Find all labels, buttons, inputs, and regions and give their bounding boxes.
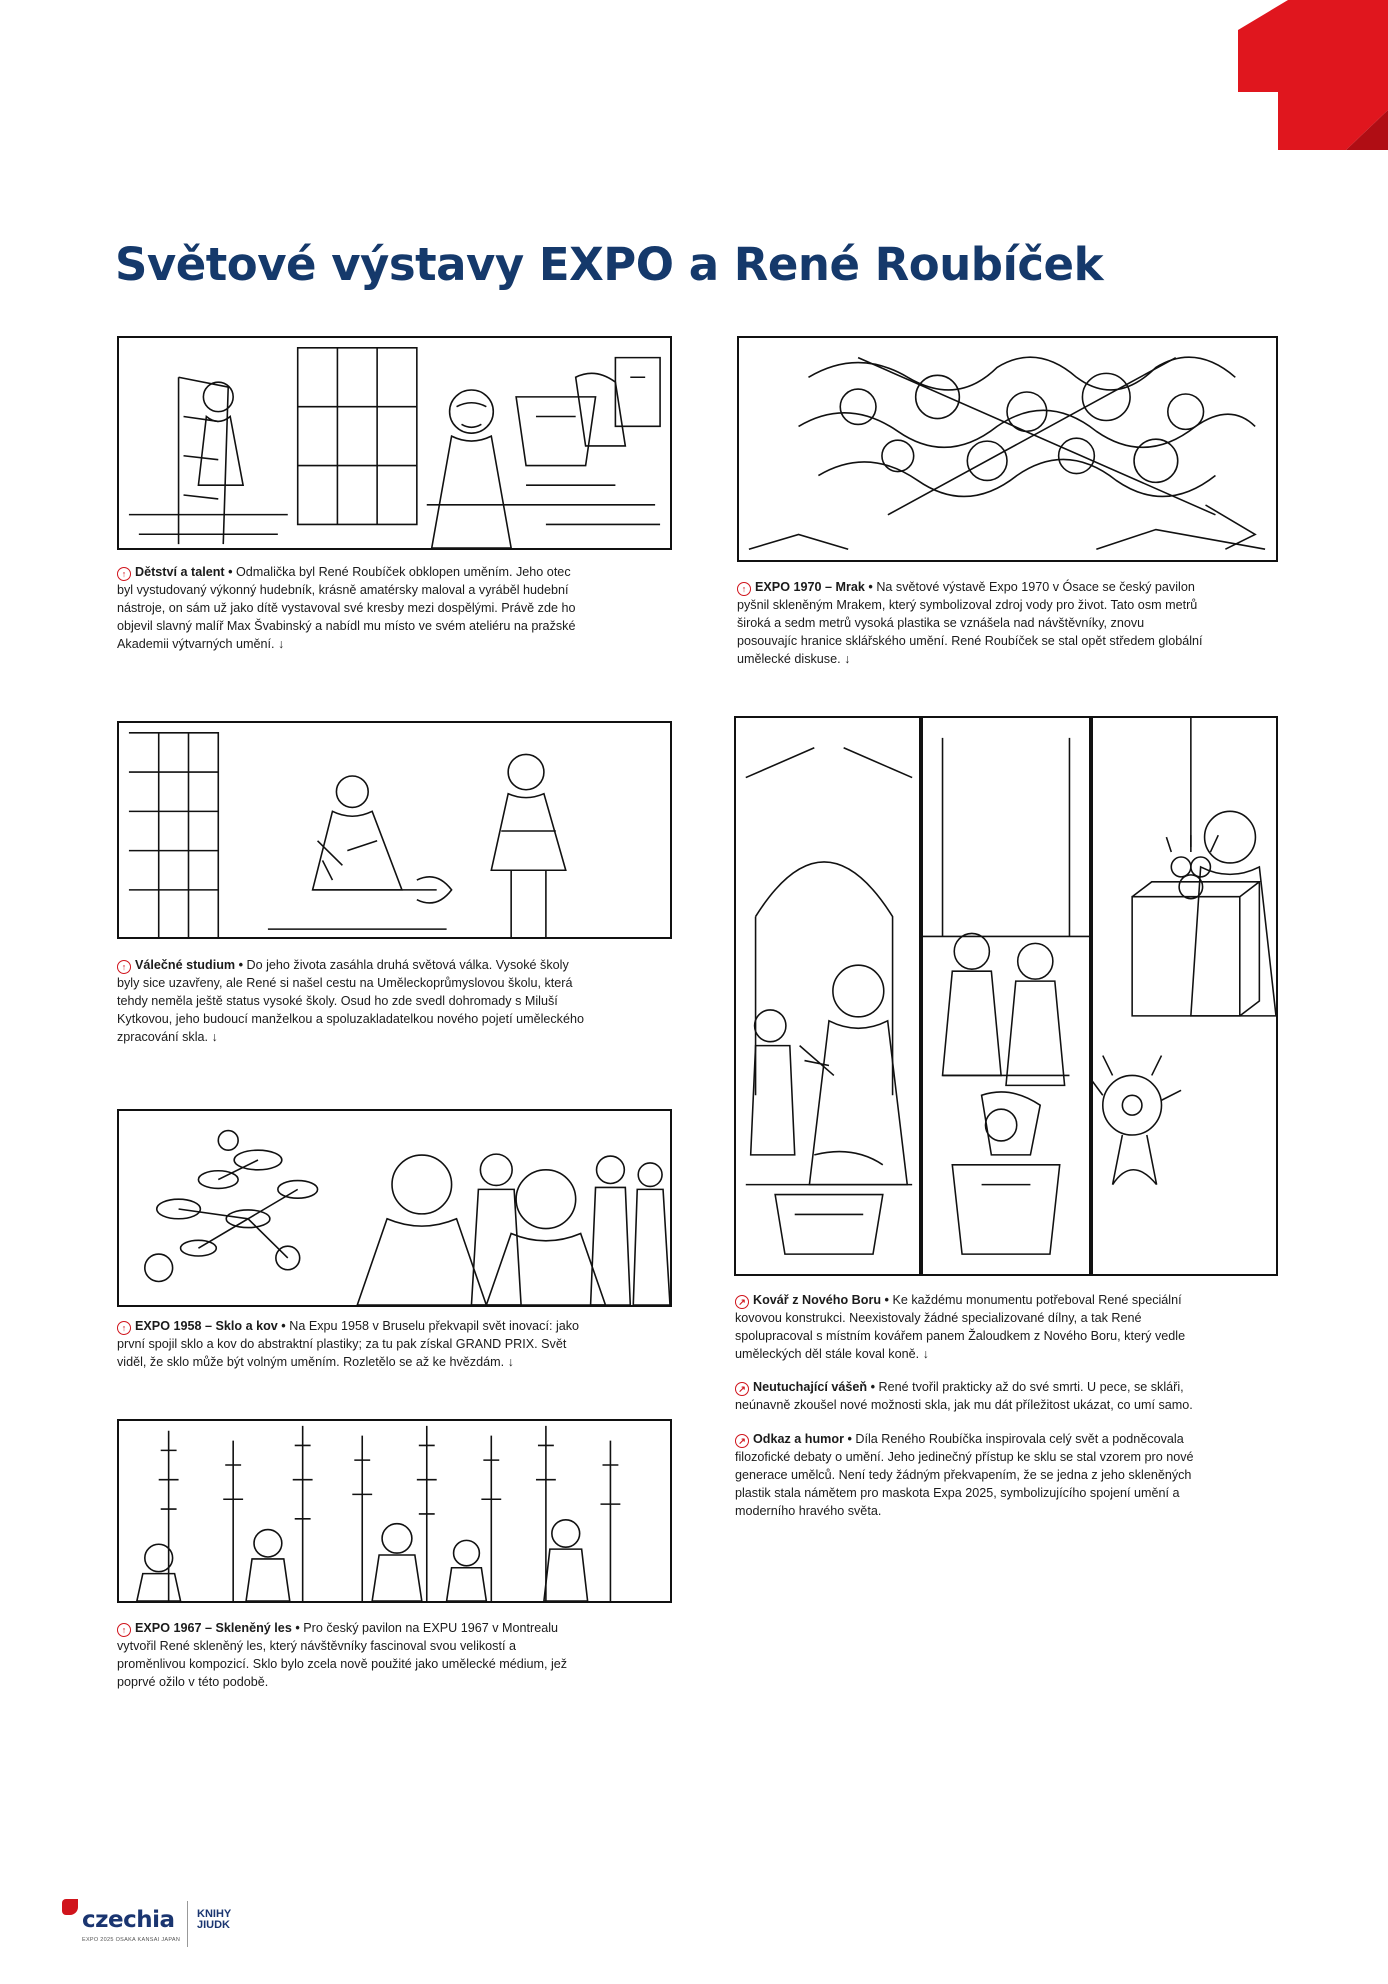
arrow-upright-icon: ↗ <box>735 1295 749 1309</box>
caption-legacy: ↗ Odkaz a humor • Díla Reného Roubíčka inspirovala celý svět a podněcovala filozofické debaty o umění. Jeho jedinečný přístup ke sklu se stal vzorem pro nové generace umělců. Není tedy žádným překvapením, že se jedna z jeho skleněných plastik stala námětem pro maskota Expa 2025, symbolizujícího spojení umění a moderního hravého světa. <box>735 1432 1194 1518</box>
logo-divider <box>187 1901 188 1947</box>
illustration-smith-3 <box>1091 716 1278 1276</box>
footer-logos <box>60 1893 320 1953</box>
illustration-smith-2 <box>921 716 1091 1276</box>
czechia-logo-subtitle: EXPO 2025 OSAKA KANSAI JAPAN <box>82 1937 181 1943</box>
illustration-expo-1958 <box>117 1109 672 1307</box>
illustration-childhood <box>117 336 672 550</box>
caption-war-study: ↑ Válečné studium • Do jeho života zasáhla druhá světová válka. Vysoké školy byly sice uzavřeny, ale René si našel cestu na Uměleckoprůmyslovou školu, která tehdy neměla ještě status vysoké školy. Osud ho zde svedl dohromady s Miluší Kytkovou, jeho budoucí manželkou a spoluzakladatelkou nového pojetí uměleckého zpracování skla. ↓ <box>117 958 584 1044</box>
illustration-war-study <box>117 721 672 939</box>
partner-logo: KNIHY JIUDK <box>197 1908 232 1931</box>
czechia-logo: czechia <box>82 1907 175 1933</box>
arrow-up-icon: ↑ <box>737 582 751 596</box>
arrow-upright-icon: ↗ <box>735 1382 749 1396</box>
caption-smith: ↗ Kovář z Nového Boru • Ke každému monumentu potřeboval René speciální kovovou konstrukci. Neexistovaly žádné specializované dílny, a tak René spolupracoval s místním kovářem panem Žaloudkem z Nového Boru, který vedle uměleckých děl stále koval koně. ↓ <box>735 1293 1186 1361</box>
illustration-expo-1967-forest <box>117 1419 672 1603</box>
czechia-logo-mark <box>62 1899 78 1915</box>
page-title: Světové výstavy EXPO a René Roubíček <box>115 238 1103 291</box>
caption-childhood: ↑ Dětství a talent • Odmalička byl René Roubíček obklopen uměním. Jeho otec byl vystudovaný výkonný hudebník, krásně amatérsky maloval a vyráběl hudební nástroje, on sám už jako dítě vystavoval své kresby mezi dospělými. Právě zde ho objevil slavný malíř Max Švabinský a nabídl mu místo ve svém ateliéru na pražské Akademii výtvarných umění. ↓ <box>117 565 576 651</box>
arrow-up-icon: ↑ <box>117 1623 131 1637</box>
arrow-up-icon: ↑ <box>117 960 131 974</box>
arrow-up-icon: ↑ <box>117 567 131 581</box>
caption-expo-1958: ↑ EXPO 1958 – Sklo a kov • Na Expu 1958 v Bruselu překvapil svět inovací: jako první spojil sklo a kov do abstraktní plastiky; za tu pak získal GRAND PRIX. Svět viděl, že sklo může být volným uměním. Rozletělo se až ke hvězdám. ↓ <box>117 1319 580 1369</box>
caption-expo-1970: ↑ EXPO 1970 – Mrak • Na světové výstavě Expo 1970 v Ósace se český pavilon pyšnil skleněným Mrakem, který symbolizoval zdroj vody pro život. Tato osm metrů široká a sedm metrů vysoká plastika se vznášela nad návštěvníky, znovu posouvajíc hranice sklářského umění. René Roubíček se stal opět středem globální umělecké diskuse. ↓ <box>737 580 1203 666</box>
caption-passion: ↗ Neutuchající vášeň • René tvořil prakticky až do své smrti. U pece, se skláři, neúnavně zkoušel nové možnosti skla, jak mu dát příležitost ukázat, co umí samo. <box>735 1380 1193 1412</box>
illustration-smith-1 <box>734 716 921 1276</box>
corner-red-shape <box>1218 0 1388 150</box>
arrow-up-icon: ↑ <box>117 1321 131 1335</box>
arrow-upright-icon: ↗ <box>735 1434 749 1448</box>
caption-expo-1967: ↑ EXPO 1967 – Skleněný les • Pro český pavilon na EXPU 1967 v Montrealu vytvořil René skleněný les, který návštěvníky fascinoval svou velikostí a proměnlivou kompozicí. Sklo bylo zcela nově použité jako umělecké médium, jež poprvé ožilo v této podobě. <box>117 1621 568 1689</box>
illustration-expo-1970-cloud <box>737 336 1278 562</box>
